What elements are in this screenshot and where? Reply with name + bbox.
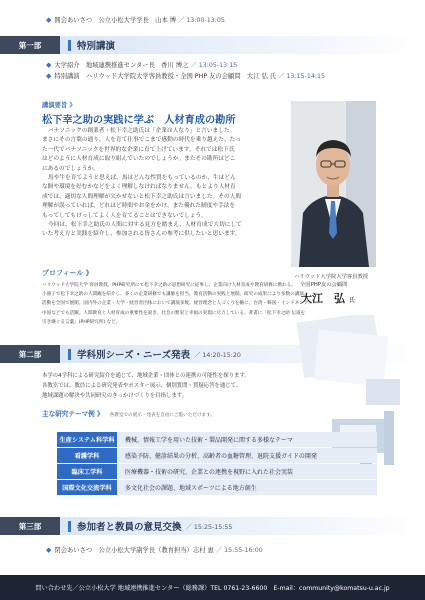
closing-line xyxy=(46,547,263,554)
section2-intro xyxy=(42,372,292,401)
abstract-line: 馬や牛を育てようと思えば、馬はどんな性質をもっているのか、牛はどん xyxy=(48,175,236,182)
section2-number: 第二部 xyxy=(0,345,60,363)
themes-note: 各教室での展示・発表を自由にご覧いただけます。 xyxy=(109,413,215,418)
footer-text: 問い合わせ先／公立小松大学 地域連携推進センター（総務課）TEL 0761-23-6600 E-mail：community@komatsu-u.ac.jp xyxy=(35,585,390,592)
accent-mark xyxy=(68,40,71,51)
closing-text: 閉会あいさつ 公立小松大学副学長（教育担当）志村 恵 xyxy=(54,547,214,554)
schedule-item xyxy=(46,73,325,80)
accent-mark xyxy=(68,349,71,360)
section2-title: 学科別シーズ・ニーズ発表 xyxy=(77,350,191,361)
abstract-line: もってしてもけっしてよく人を育てることはできないでしょう。 xyxy=(42,212,207,219)
section1-number: 第一部 xyxy=(0,36,60,54)
diamond-icon: ◆ xyxy=(46,16,52,24)
dept-theme: 医療機器・技術の研究、企業との連携を視野に入れた社会実装 xyxy=(117,464,377,479)
schedule-item-text: 特別講演 ハリウッド大学院大学客員教授・全国 PHP 友の会顧問 大江 弘 氏 xyxy=(54,73,277,80)
section2-time: ／ 14:20-15:20 xyxy=(194,351,241,359)
dept-theme-table xyxy=(57,432,377,496)
opening-text: 開会あいさつ 公立小松大学学長 山本 博 xyxy=(54,17,177,24)
abstract-line: パナソニックの創業者・松下幸之助氏は「企業は人なり」と言いました。 xyxy=(48,128,236,134)
table-row xyxy=(57,464,377,479)
dept-theme: 多文化社会の課題、地域スポーツによる地方創生 xyxy=(117,480,377,495)
schedule-item-time: ／ 13:05-13:15 xyxy=(190,62,238,69)
profile-line: 引き継ぐる言葉」(PHP研究所) など。 xyxy=(42,319,121,325)
section3-bar xyxy=(60,517,425,535)
section1-bar xyxy=(60,36,425,54)
speaker-name-text: 大江 弘 xyxy=(301,292,345,305)
table-row xyxy=(57,432,377,447)
abstract-line: た一代でパナソニックを世界的な企業に育て上げています。それでは松下氏 xyxy=(42,146,235,153)
dept-theme: 感染予防、健診結果の分析、高齢者の血糖管理、退院支援ガイドの開発 xyxy=(117,448,377,463)
intro-line: 各教室では、教員による研究発表やポスター展示、個別質問・質疑応答を通じて、 xyxy=(42,382,242,389)
contact-footer xyxy=(0,575,425,600)
opening-time: ／ 13:00-13:05 xyxy=(178,17,225,24)
abstract-line: 今回は、松下幸之助氏の人間に対する見方を踏まえ、人材育成で大切にして xyxy=(48,222,242,229)
profile-heading: プロフィール 》 xyxy=(42,269,93,277)
accent-mark xyxy=(68,521,71,532)
abstract-line: な飼や環境を好むかなどをよく理解しなければなりません。もとより人材育 xyxy=(42,184,236,191)
dept-theme: 機械、情報工学を用いた技術・製品開発に関する多様なテーマ xyxy=(117,432,377,447)
diamond-icon: ◆ xyxy=(46,72,52,80)
abstract-line: まさにその言葉の通り、人を育て仕事でこまで感動の時代を乗り越えた、たっ xyxy=(42,137,242,144)
profile-line: ハリウッド大学院大学 客員教授。PHP研究所にて松下幸之助の思想研究に従事し、企業向け人材育成や教育研修に携わる。 xyxy=(42,283,296,288)
intro-line: 地域課題の解決や共同研究のきっかけづくりを目指します。 xyxy=(42,392,188,399)
dept-name: 臨床工学科 xyxy=(57,464,117,479)
profile-line: 活動を全国で展開。国内外の企業・大学・経営者団体において講演多数。経営理念と人づくりを軸に、台湾・韓国・インドネシア・ xyxy=(42,301,313,307)
section3-header xyxy=(0,517,425,535)
speaker-photo xyxy=(291,101,376,267)
speaker-suffix: 氏 xyxy=(349,297,356,304)
schedule-item-time: ／ 13:15-14:15 xyxy=(278,73,325,80)
profile-line: 中国などでも活躍。人間教育と人材育成の重要性を説き、社会の繁栄と幸福の実現に尽力している。著書に「松下幸之助 伝道を xyxy=(42,310,306,316)
diamond-icon: ◆ xyxy=(46,546,52,554)
abstract-line: 成では、適切な人間理解が欠かせないと松下幸之助氏は言いました。その人間 xyxy=(42,193,242,200)
table-row xyxy=(57,480,377,495)
dept-name: 国際文化交流学科 xyxy=(57,480,117,495)
section1-title: 特別講演 xyxy=(77,41,116,52)
diamond-icon: ◆ xyxy=(46,61,52,69)
lecture-kicker: 講演要旨 》 xyxy=(42,102,76,109)
abstract-line: いた考え方と実践を紹介し、参加される皆さんの参考に供したいと思います。 xyxy=(42,231,241,238)
dept-name: 看護学科 xyxy=(57,448,117,463)
themes-heading: 主な研究テーマ例 》 xyxy=(42,410,104,418)
profile-line: 小冊子で松下幸之助の人間観を紹介し、多くの企業研修でも講師を担当。教育活動の実践と展開、研究の成果により多数の講演。 xyxy=(42,292,309,298)
caption-line-2: 全国PHP友の会顧問 xyxy=(300,282,348,288)
lecture-abstract xyxy=(42,127,287,240)
schedule-item-text: 大学紹介 地域連携推進センター長 香川 博之 xyxy=(54,62,189,69)
abstract-line: はどのように人材育成に取り組んでいたのでしょうか。またその勘所はどこ xyxy=(42,156,236,163)
abstract-line: にあるのでしょうか。 xyxy=(42,165,99,172)
lecture-title: 松下幸之助の実践に学ぶ 人材育成の勘所 xyxy=(42,115,236,126)
section3-title: 参加者と教員の意見交換 xyxy=(77,522,182,533)
dept-name: 生産システム科学科 xyxy=(57,432,117,447)
caption-line-1: ハリウッド大学院大学客員教授 xyxy=(294,274,369,280)
section3-number: 第三部 xyxy=(0,517,60,535)
opening-line xyxy=(46,17,225,24)
themes-heading-row xyxy=(42,411,215,419)
table-row xyxy=(57,448,377,463)
intro-line: 本学の4学科による研究紹介を通じて、地域企業・団体との連携の可能性を探ります。 xyxy=(42,373,250,379)
section1-header xyxy=(0,36,425,54)
section3-time: ／ 15:25-15:55 xyxy=(185,523,233,531)
schedule-item xyxy=(46,62,237,69)
abstract-line: 理解が誤っていれば、どれほど時間やお金をかけ、また優れた制度や手法を xyxy=(42,203,236,210)
closing-time: ／ 15:55-16:00 xyxy=(215,547,263,554)
